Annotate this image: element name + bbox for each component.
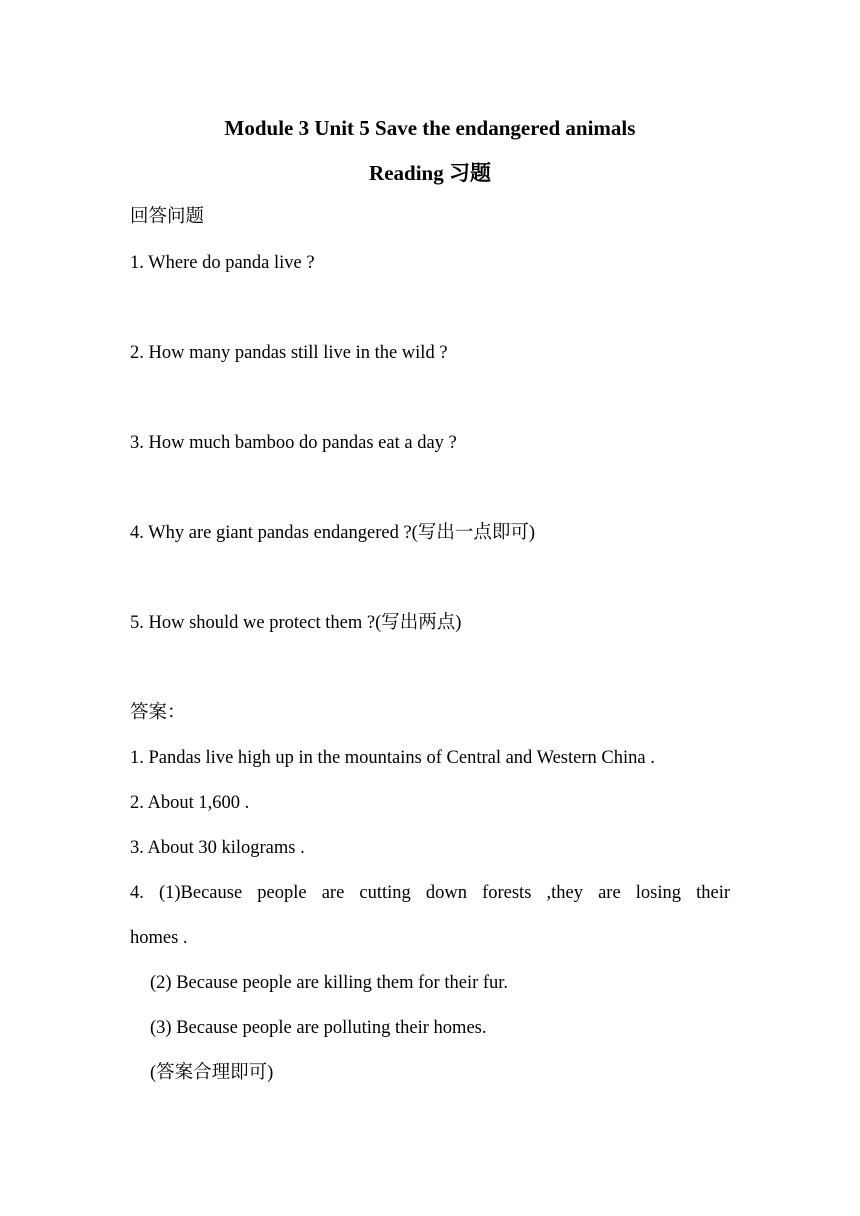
answer-note: (答案合理即可) (150, 1063, 274, 1083)
document-title: Module 3 Unit 5 Save the endangered animals (224, 116, 636, 140)
question-1: 1. Where do panda live ? (130, 253, 315, 273)
answer-4-reason-3: (3) Because people are polluting their homes. (150, 1018, 487, 1038)
question-2: 2. How many pandas still live in the wild ? (130, 343, 448, 363)
answer-4-line-1: 4. (1)Because people are cutting down forests ,they are losing their (130, 883, 730, 903)
answer-4-reason-2: (2) Because people are killing them for their fur. (150, 973, 509, 993)
answer-4-line-2: homes . (130, 928, 188, 948)
answers-heading: 答案： (130, 703, 186, 723)
question-5: 5. How should we protect them ?(写出两点) (130, 613, 462, 633)
answer-1: 1. Pandas live high up in the mountains of Central and Western China . (130, 748, 655, 768)
answer-3: 3. About 30 kilograms . (130, 838, 305, 858)
answer-2: 2. About 1,600 . (130, 793, 250, 813)
questions-heading: 回答问题 (130, 207, 205, 227)
document-subtitle: Reading 习题 (369, 161, 491, 185)
question-4: 4. Why are giant pandas endangered ?(写出一点即可) (130, 523, 535, 543)
question-3: 3. How much bamboo do pandas eat a day ? (130, 433, 457, 453)
